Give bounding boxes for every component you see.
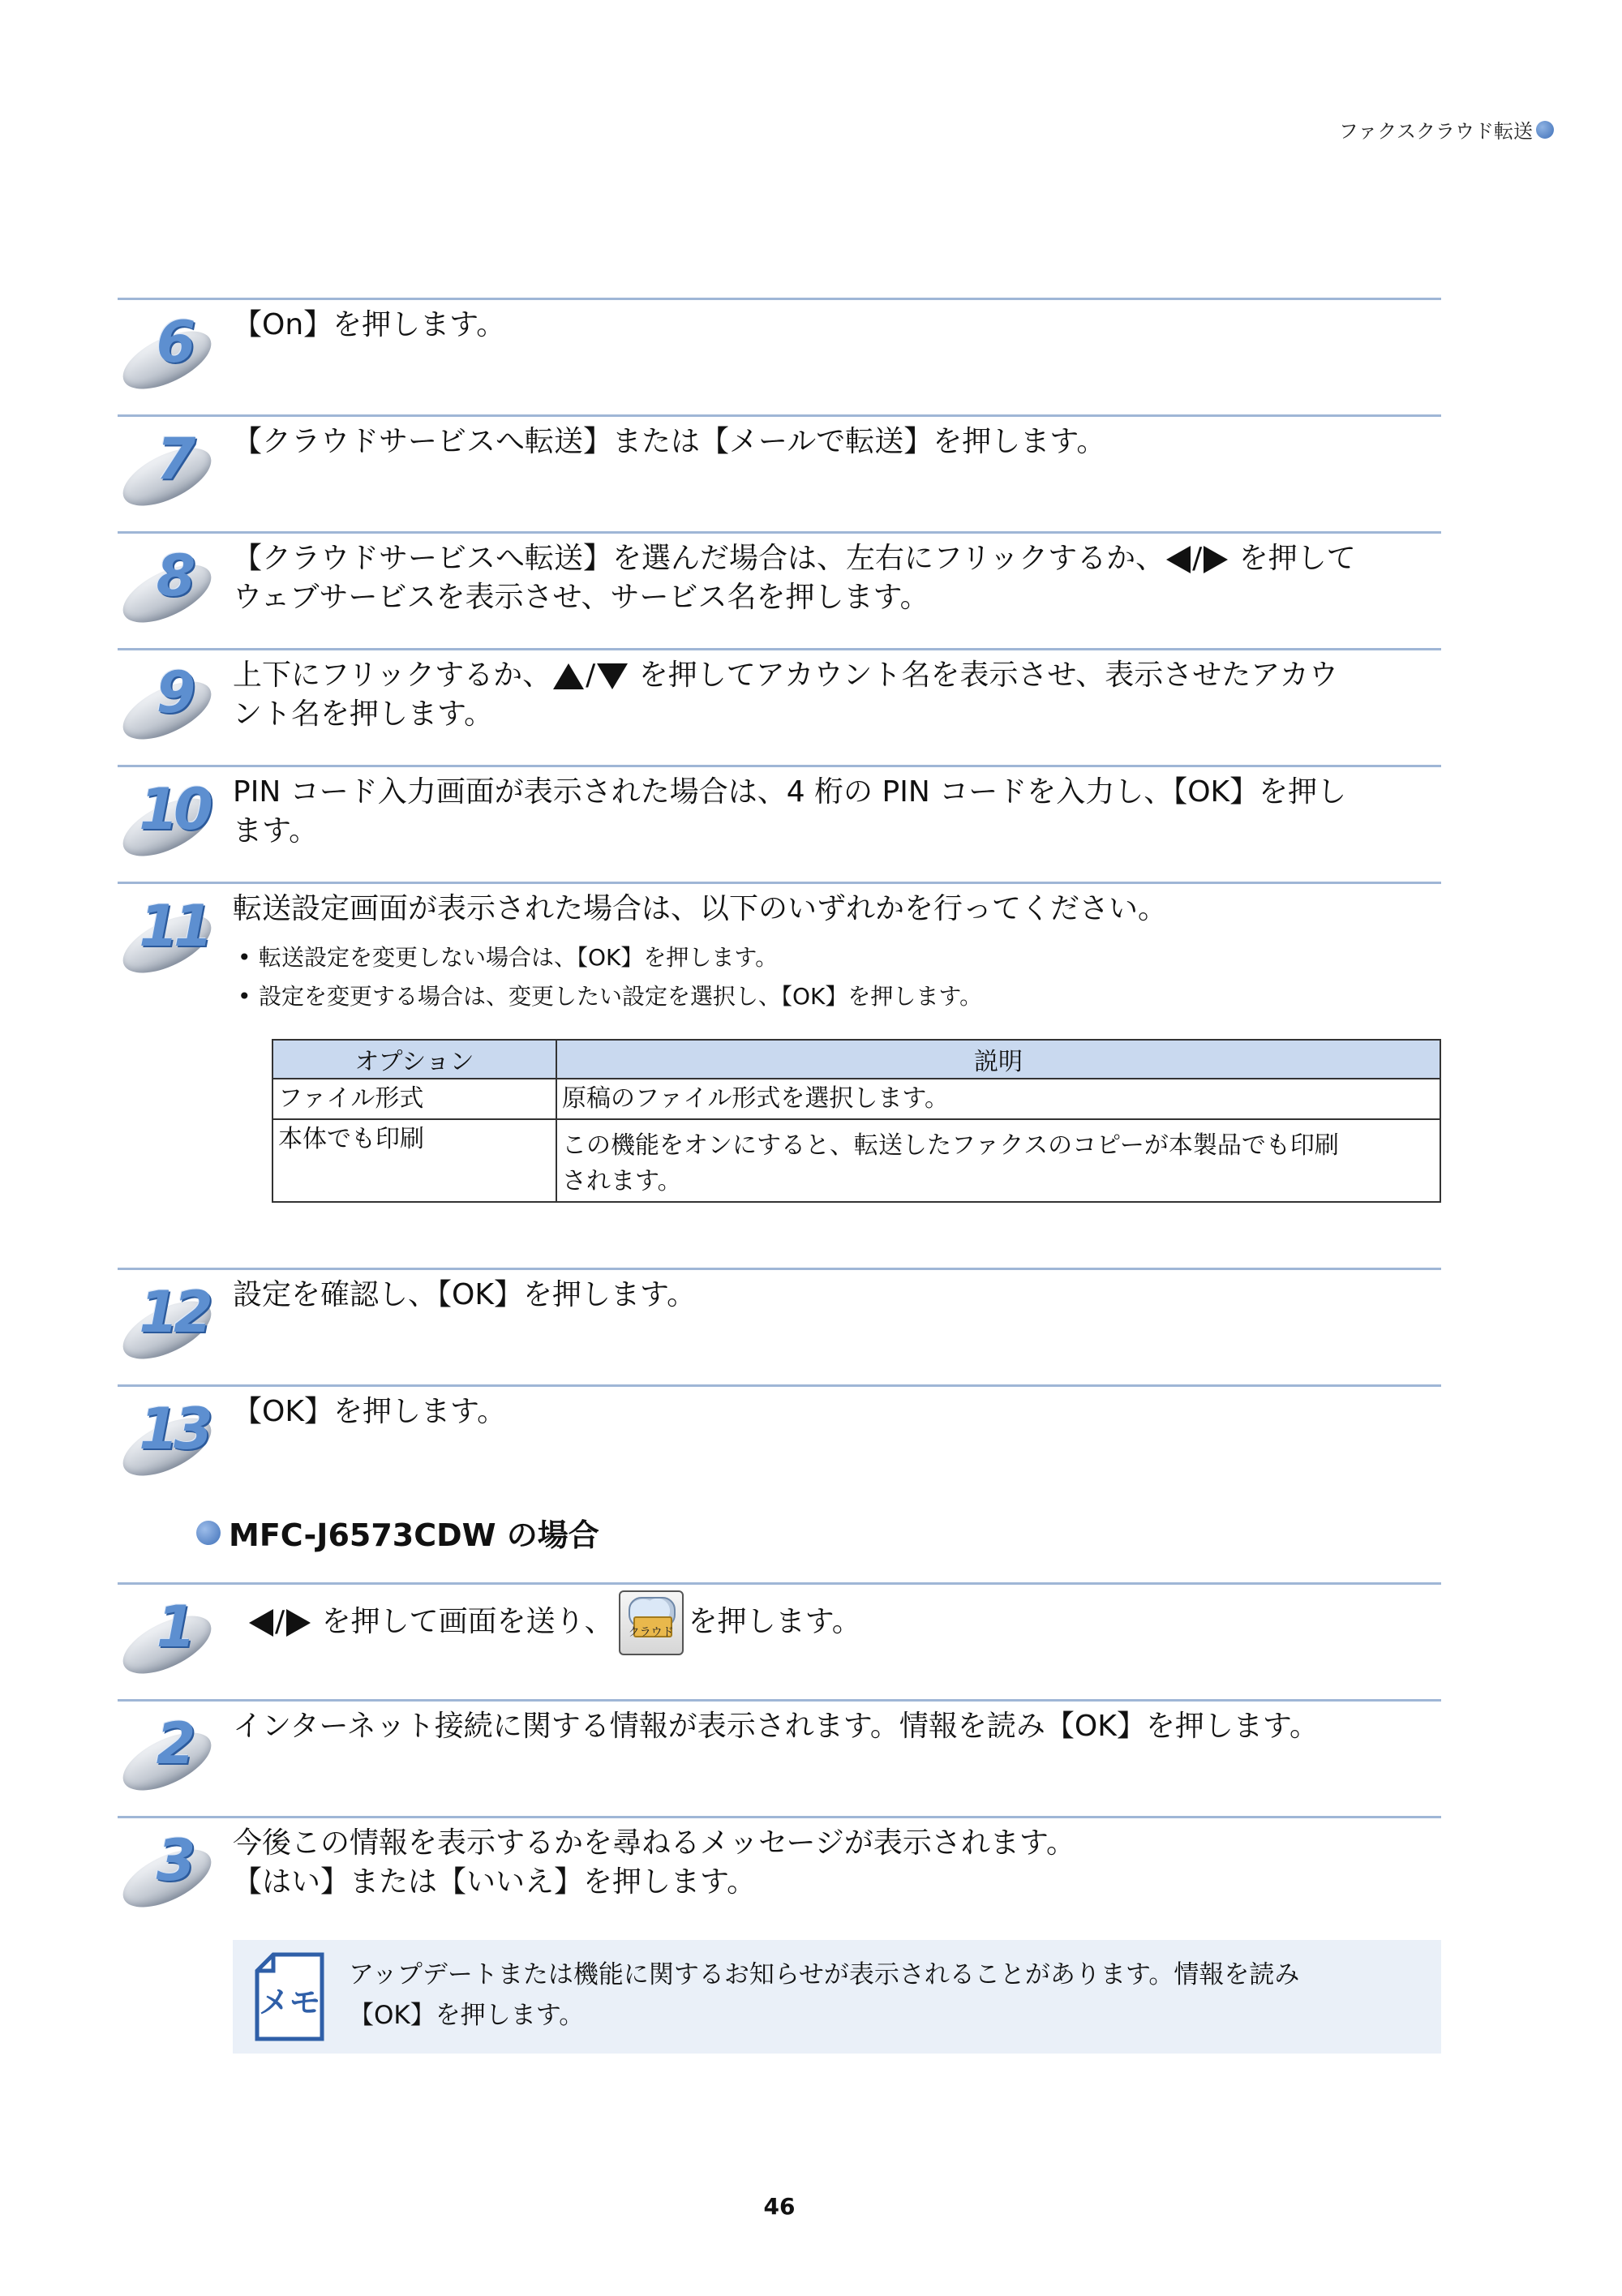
step-number-badge: 13 bbox=[118, 1396, 221, 1477]
left-arrow-icon bbox=[249, 1609, 273, 1637]
list-item: • 転送設定を変更しない場合は、【OK】を押します。 bbox=[233, 938, 1441, 977]
step-number-badge: 8 bbox=[118, 543, 221, 624]
bullet-dot-icon bbox=[196, 1521, 221, 1545]
step-divider bbox=[118, 882, 1441, 884]
running-header-text: ファクスクラウド転送 bbox=[1338, 120, 1533, 143]
step-instruction: 上下にフリックするか、 / を押してアカウント名を表示させ、表示させたアカウ ント名を押します。 bbox=[233, 659, 1338, 731]
step-instruction: PIN コード入力画面が表示された場合は、4 桁の PIN コードを入力し、【OK】を押し ます。 bbox=[233, 775, 1347, 848]
step-instruction: / を押して画面を送り、 クラウド を押します。 bbox=[247, 1590, 1456, 1655]
column-header-description: 説明 bbox=[556, 1040, 1440, 1079]
step-divider bbox=[118, 1384, 1441, 1387]
step-number-badge: 11 bbox=[118, 893, 221, 974]
memo-icon bbox=[252, 1951, 327, 2042]
table-cell: ファイル形式 bbox=[272, 1079, 556, 1119]
step-number-badge: 9 bbox=[118, 659, 221, 740]
bullet-dot-icon bbox=[1536, 121, 1554, 139]
step-number-badge: 3 bbox=[118, 1827, 221, 1908]
step-bullet-list bbox=[233, 938, 1441, 1016]
step-number-badge: 12 bbox=[118, 1279, 221, 1360]
step-divider bbox=[118, 1816, 1441, 1818]
table-row bbox=[272, 1119, 1440, 1202]
section-heading bbox=[196, 1510, 599, 1555]
step-number-badge: 1 bbox=[118, 1594, 221, 1675]
step-divider bbox=[118, 765, 1441, 767]
step-instruction: 今後この情報を表示するかを尋ねるメッセージが表示されます。 【はい】または【いいえ】を押します。 bbox=[233, 1826, 1075, 1899]
step-instruction: 【クラウドサービスへ転送】を選んだ場合は、左右にフリックするか、 / を押して ウェブサービスを表示させ、サービス名を押します。 bbox=[233, 542, 1356, 614]
down-arrow-icon bbox=[597, 663, 628, 689]
svg-text:メモ: メモ bbox=[258, 1985, 321, 2020]
step-number-badge: 2 bbox=[118, 1710, 221, 1792]
table-row bbox=[272, 1079, 1440, 1119]
options-table bbox=[272, 1039, 1441, 1203]
step-divider bbox=[118, 298, 1441, 300]
step-number-badge: 7 bbox=[118, 426, 221, 507]
cloud-button-icon: クラウド bbox=[619, 1590, 684, 1655]
right-arrow-icon bbox=[286, 1609, 311, 1637]
column-header-option: オプション bbox=[272, 1040, 556, 1079]
section-title: MFC-J6573CDW の場合 bbox=[229, 1517, 599, 1553]
step-instruction: 転送設定画面が表示された場合は、以下のいずれかを行ってください。 bbox=[233, 892, 1168, 925]
table-cell: 本体でも印刷 bbox=[272, 1119, 556, 1202]
up-arrow-icon bbox=[553, 663, 584, 689]
step-divider bbox=[118, 1699, 1441, 1702]
step-instruction: インターネット接続に関する情報が表示されます。情報を読み【OK】を押します。 bbox=[233, 1710, 1319, 1743]
memo-box bbox=[233, 1940, 1441, 2054]
table-cell: 原稿のファイル形式を選択します。 bbox=[556, 1079, 1440, 1119]
left-arrow-icon bbox=[1166, 546, 1191, 573]
table-header-row bbox=[272, 1040, 1440, 1079]
step-instruction: 【クラウドサービスへ転送】または【メールで転送】を押します。 bbox=[233, 425, 1106, 458]
running-header bbox=[1339, 115, 1554, 144]
step-instruction: 設定を確認し、【OK】を押します。 bbox=[233, 1278, 697, 1311]
page-number: 46 bbox=[763, 2193, 796, 2220]
step-instruction: 【On】を押します。 bbox=[233, 308, 506, 341]
step-number-badge: 10 bbox=[118, 776, 221, 857]
table-cell: この機能をオンにすると、転送したファクスのコピーが本製品でも印刷 されます。 bbox=[556, 1119, 1440, 1202]
step-divider bbox=[118, 414, 1441, 417]
list-item: • 設定を変更する場合は、変更したい設定を選択し、【OK】を押します。 bbox=[233, 977, 1441, 1016]
right-arrow-icon bbox=[1204, 546, 1228, 573]
step-divider bbox=[118, 531, 1441, 534]
step-divider bbox=[118, 648, 1441, 650]
memo-text: アップデートまたは機能に関するお知らせが表示されることがあります。情報を読み 【OK】を押します。 bbox=[349, 1960, 1300, 2030]
step-divider bbox=[118, 1582, 1441, 1585]
step-instruction: 【OK】を押します。 bbox=[233, 1395, 507, 1428]
step-divider bbox=[118, 1268, 1441, 1270]
step-number-badge: 6 bbox=[118, 309, 221, 390]
